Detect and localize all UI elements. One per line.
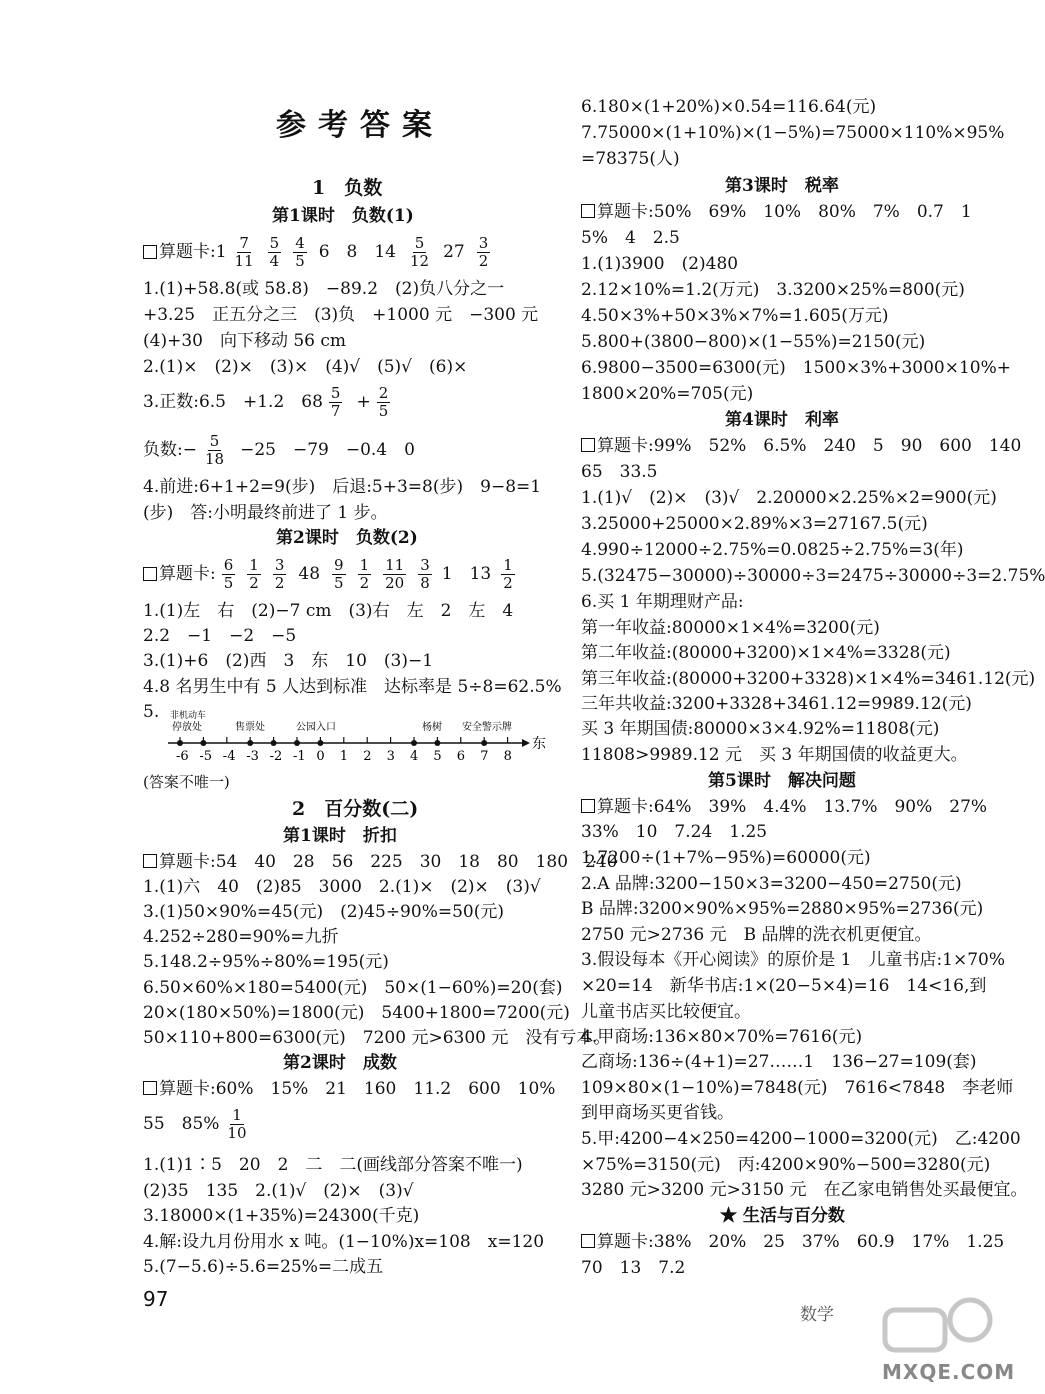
answer-line: 7.75000×(1+10%)×(1−5%)=75000×110%×95% [581, 123, 1005, 143]
answer-line: 3.25000+25000×2.89%×3=27167.5(元) [581, 514, 928, 534]
nl-tick-label: 7 [480, 749, 489, 764]
answer-line: 4.252÷280=90%=九折 [143, 927, 339, 947]
answer-line: 4.前进:6+1+2=9(步) 后退:5+3=8(步) 9−8=1 [143, 477, 542, 497]
answer-line: 2.2 −1 −2 −5 [143, 626, 297, 646]
fraction: $\frac{4}{5}$ [295, 233, 305, 270]
fraction: $\frac{9}{5}$ [334, 555, 344, 592]
nl-marker [434, 740, 440, 746]
answer-line: 65 33.5 [581, 462, 658, 482]
answer-line: 4.解:设九月份用水 x 吨。(1−10%)x=108 x=120 [143, 1232, 545, 1252]
answer-line: 3.正数:6.5 +1.2 68 $\frac{5}{7}$ + $\frac{2}{5}$ [143, 383, 389, 420]
checkbox-icon [143, 567, 157, 581]
nl-ticks [176, 737, 512, 764]
unit-1-lesson-1-title: 第1课时 负数(1) [272, 206, 414, 226]
unit-2-lesson-1-title: 第1课时 折扣 [283, 826, 397, 846]
answer-line: 5. [143, 702, 160, 722]
answer-line: 4.8 名男生中有 5 人达到标准 达标率是 5÷8=62.5% [143, 677, 562, 697]
answer-line: 5.甲:4200−4×250=4200−1000=3200(元) 乙:4200 [581, 1129, 1021, 1149]
answer-line: 3.18000×(1+35%)=24300(千克) [143, 1206, 420, 1226]
mental-math-card-4: 算题卡:60% 15% 21 160 11.2 600 10% [143, 1079, 555, 1099]
answer-line: 3280 元>3200 元>3150 元 在乙家电销售处买最便宜。 [581, 1180, 1028, 1200]
answer-line: 5.148.2÷95%÷80%=195(元) [143, 952, 389, 972]
fraction: $\frac{1}{2}$ [359, 555, 370, 592]
nl-tick-label: 5 [433, 749, 442, 764]
mental-math-card-1: 算题卡 :1 $\frac{7}{11}$ $\frac{5}{4}$ $\frac{4}{5}$ 6 8 14 $\frac{5}{12}$ 27 $\frac{3}{2}$ [143, 230, 496, 274]
answer-line: 109×80×(1−10%)=7848(元) 7616<7848 李老师 [581, 1078, 1014, 1098]
answer-line: 55 85% $\frac{1}{10}$ [143, 1105, 247, 1142]
mental-math-card-8: 算题卡:38% 20% 25 37% 60.9 17% 1.25 [581, 1232, 1004, 1252]
footer-subject: 数学 [800, 1305, 834, 1325]
nl-tick-label: -3 [246, 749, 259, 764]
nl-tick-label: -5 [199, 749, 213, 764]
checkbox-icon [143, 245, 157, 259]
nl-label-parking: 停放处 [172, 722, 202, 733]
fraction: $\frac{2}{5}$ [378, 383, 389, 420]
nl-marker [411, 740, 417, 746]
fraction: $\frac{1}{2}$ [249, 555, 259, 592]
unit-2-title: 2 百分数(二) [292, 798, 419, 820]
fraction: $\frac{3}{2}$ [274, 555, 285, 592]
nl-marker [247, 740, 253, 746]
answer-line: 4.990÷12000÷2.75%=0.0825÷2.75%=3(年) [581, 540, 964, 560]
page-number: 97 [143, 1287, 169, 1311]
section-life-and-percent-title: ★ 生活与百分数 [720, 1206, 845, 1226]
page-title: 参考答案 [276, 108, 444, 143]
answer-line: 2.A 品牌:3200−150×3=3200−450=2750(元) [581, 874, 962, 894]
answer-line: 第三年收益:(80000+3200+3328)×1×4%=3461.12(元) [581, 669, 1036, 689]
answer-line: 6.180×(1+20%)×0.54=116.64(元) [581, 97, 877, 117]
fraction: $\frac{1}{2}$ [503, 555, 513, 592]
fraction: $\frac{1}{10}$ [227, 1105, 247, 1142]
lesson-3-title: 第3课时 税率 [725, 176, 839, 196]
nl-tick-label: 0 [316, 749, 325, 764]
answer-line: 2.12×10%=1.2(万元) 3.3200×25%=800(元) [581, 280, 965, 300]
answer-line: 5.(7−5.6)÷5.6=25%=二成五 [143, 1257, 384, 1277]
answer-line: 50×110+800=6300(元) 7200 元>6300 元 没有亏本。 [143, 1028, 611, 1048]
nl-tick-label: -6 [176, 749, 189, 764]
answer-line: 5% 4 2.5 [581, 228, 680, 248]
checkbox-icon [143, 1081, 157, 1095]
fraction: $\frac{3}{8}$ [420, 555, 430, 592]
mental-math-card-5: 算题卡:50% 69% 10% 80% 7% 0.7 1 [581, 202, 972, 222]
answer-line: 1.(1)+58.8(或 58.8) −89.2 (2)负八分之一 [143, 279, 505, 299]
nl-tick-label: -2 [269, 749, 283, 764]
unit-1-title: 1 负数 [312, 177, 383, 199]
fraction: $\frac{11}{20}$ [385, 555, 405, 592]
fraction: $\frac{6}{5}$ [223, 555, 234, 592]
nl-tick-label: 1 [339, 749, 349, 764]
answer-line: 5.800+(3800−800)×(1−55%)=2150(元) [581, 332, 926, 352]
answer-line: 1.(1)六 40 (2)85 3000 2.(1)× (2)× (3)√ [143, 877, 541, 897]
answer-line: 20×(180×50%)=1800(元) 5400+1800=7200(元) [143, 1003, 570, 1023]
answer-line: 买 3 年期国债:80000×3×4.92%=11808(元) [581, 719, 940, 739]
answer-line: 4.甲商场:136×80×70%=7616(元) [581, 1027, 863, 1047]
watermark-text: MXQE.COM [882, 1360, 1016, 1384]
nl-label-poplar: 杨树 [422, 722, 442, 733]
answer-line: 三年共收益:3200+3328+3461.12=9989.12(元) [581, 694, 972, 714]
answer-line: 儿童书店买比较便宜。 [581, 1002, 751, 1022]
nl-tick-label: -4 [222, 749, 236, 764]
checkbox-icon [581, 1234, 595, 1248]
answer-line: 第二年收益:(80000+3200)×1×4%=3328(元) [581, 643, 951, 663]
checkbox-icon [143, 854, 157, 868]
answer-line: (步) 答:小明最终前进了 1 步。 [143, 503, 388, 523]
answer-line: 乙商场:136÷(4+1)=27……1 136−27=109(套) [581, 1052, 977, 1072]
nl-label-nonmotor: 非机动车 [170, 711, 207, 721]
answer-line: 第一年收益:80000×1×4%=3200(元) [581, 618, 880, 638]
nl-marker [177, 740, 183, 746]
nl-label-ticket: 售票处 [235, 722, 265, 733]
nl-marker [271, 740, 277, 746]
answer-line: 1.7200÷(1+7%−95%)=60000(元) [581, 848, 871, 868]
nl-east-label: 东 [532, 736, 546, 752]
mental-math-card-7: 算题卡:64% 39% 4.4% 13.7% 90% 27% [581, 797, 987, 817]
checkbox-icon [581, 799, 595, 813]
nl-marker [481, 740, 487, 746]
answer-line: +3.25 正五分之三 (3)负 +1000 元 −300 元 [143, 305, 539, 325]
answer-line: 1.(1)1∶5 20 2 二 二(画线部分答案不唯一) [143, 1155, 523, 1175]
lesson-4-title: 第4课时 利率 [725, 410, 839, 430]
answer-line: 3.(1)+6 (2)西 3 东 10 (3)−1 [143, 651, 434, 671]
nl-tick-label: 8 [503, 749, 512, 764]
answer-note: (答案不唯一) [143, 773, 230, 791]
fraction: $\frac{5}{7}$ [330, 383, 341, 420]
nl-label-warning-sign: 安全警示牌 [462, 722, 512, 733]
mental-math-card-2: 算题卡 : $\frac{6}{5}$ $\frac{1}{2}$ $\frac{3}{2}$ 48 $\frac{9}{5}$ $\frac{1}{2}$ $\frac{11}{20}$ $\frac{3}{8}$ 1 13 $\frac{1}{2}$ [143, 552, 521, 596]
checkbox-icon [581, 438, 595, 452]
answer-line: B 品牌:3200×90%×95%=2880×95%=2736(元) [581, 899, 984, 919]
answer-line: 11808>9989.12 元 买 3 年期国债的收益更大。 [581, 745, 968, 765]
answer-line: 1.(1)左 右 (2)−7 cm (3)右 左 2 左 4 [143, 601, 514, 621]
answer-line: 6.50×60%×180=5400(元) 50×(1−60%)=20(套) [143, 978, 563, 998]
nl-marker [294, 740, 300, 746]
nl-tick-label: 2 [363, 749, 372, 764]
fraction: $\frac{5}{12}$ [410, 233, 430, 270]
nl-tick-label: 3 [386, 749, 395, 764]
answer-line: 负数:− $\frac{5}{18}$ −25 −79 −0.4 0 [143, 431, 415, 468]
answer-line: 3.假设每本《开心阅读》的原价是 1 儿童书店:1×70% [581, 950, 1006, 970]
lesson-5-title: 第5课时 解决问题 [708, 771, 856, 791]
fraction: $\frac{5}{18}$ [204, 431, 225, 468]
mental-math-card-6: 算题卡:99% 52% 6.5% 240 5 90 600 140 [581, 436, 1021, 456]
answer-line: 6.买 1 年期理财产品: [581, 592, 744, 612]
fraction: $\frac{3}{2}$ [478, 233, 489, 270]
unit-2-lesson-2-title: 第2课时 成数 [283, 1053, 397, 1073]
answer-line: 2750 元>2736 元 B 品牌的洗衣机更便宜。 [581, 925, 932, 945]
answer-line: 6.9800−3500=6300(元) 1500×3%+3000×10%+ [581, 358, 1012, 378]
checkbox-icon [581, 204, 595, 218]
answer-line: ×75%=3150(元) 丙:4200×90%−500=3280(元) [581, 1155, 991, 1175]
nl-marker [317, 740, 323, 746]
mental-math-card-3: 算题卡:54 40 28 56 225 30 18 80 180 240 [143, 852, 618, 872]
answer-line: 70 13 7.2 [581, 1258, 686, 1278]
answer-line: =78375(人) [581, 149, 680, 169]
nl-arrow-icon [522, 739, 530, 747]
nl-label-park-entrance: 公园入口 [296, 722, 336, 733]
answer-line: (2)35 135 2.(1)√ (2)× (3)√ [143, 1181, 414, 1201]
answer-line: 2.(1)× (2)× (3)× (4)√ (5)√ (6)× [143, 357, 468, 377]
answer-line: 到甲商场买更省钱。 [581, 1103, 734, 1123]
number-line-diagram [140, 708, 560, 778]
answer-line: 33% 10 7.24 1.25 [581, 822, 768, 842]
nl-tick-label: -1 [293, 749, 306, 764]
card-label: 算题卡 [159, 242, 210, 262]
answer-line: 4.50×3%+50×3%×7%=1.605(万元) [581, 306, 889, 326]
answer-line: 1800×20%=705(元) [581, 384, 754, 404]
nl-marker [200, 740, 206, 746]
answer-line: 3.(1)50×90%=45(元) (2)45÷90%=50(元) [143, 902, 504, 922]
fraction: $\frac{7}{11}$ [234, 233, 254, 270]
fraction: $\frac{5}{4}$ [269, 233, 280, 270]
answer-line: 5.(32475−30000)÷30000÷3=2475÷30000÷3=2.75% [581, 566, 1045, 586]
answer-line: (4)+30 向下移动 56 cm [143, 331, 347, 351]
nl-tick-label: 6 [456, 749, 466, 764]
answer-line: 1.(1)3900 (2)480 [581, 254, 739, 274]
answer-line: 1.(1)√ (2)× (3)√ 2.20000×2.25%×2=900(元) [581, 488, 997, 508]
unit-1-lesson-2-title: 第2课时 负数(2) [276, 528, 418, 548]
nl-tick-label: 4 [410, 749, 419, 764]
answer-line: ×20=14 新华书店:1×(20−5×4)=16 14<16,到 [581, 976, 987, 996]
